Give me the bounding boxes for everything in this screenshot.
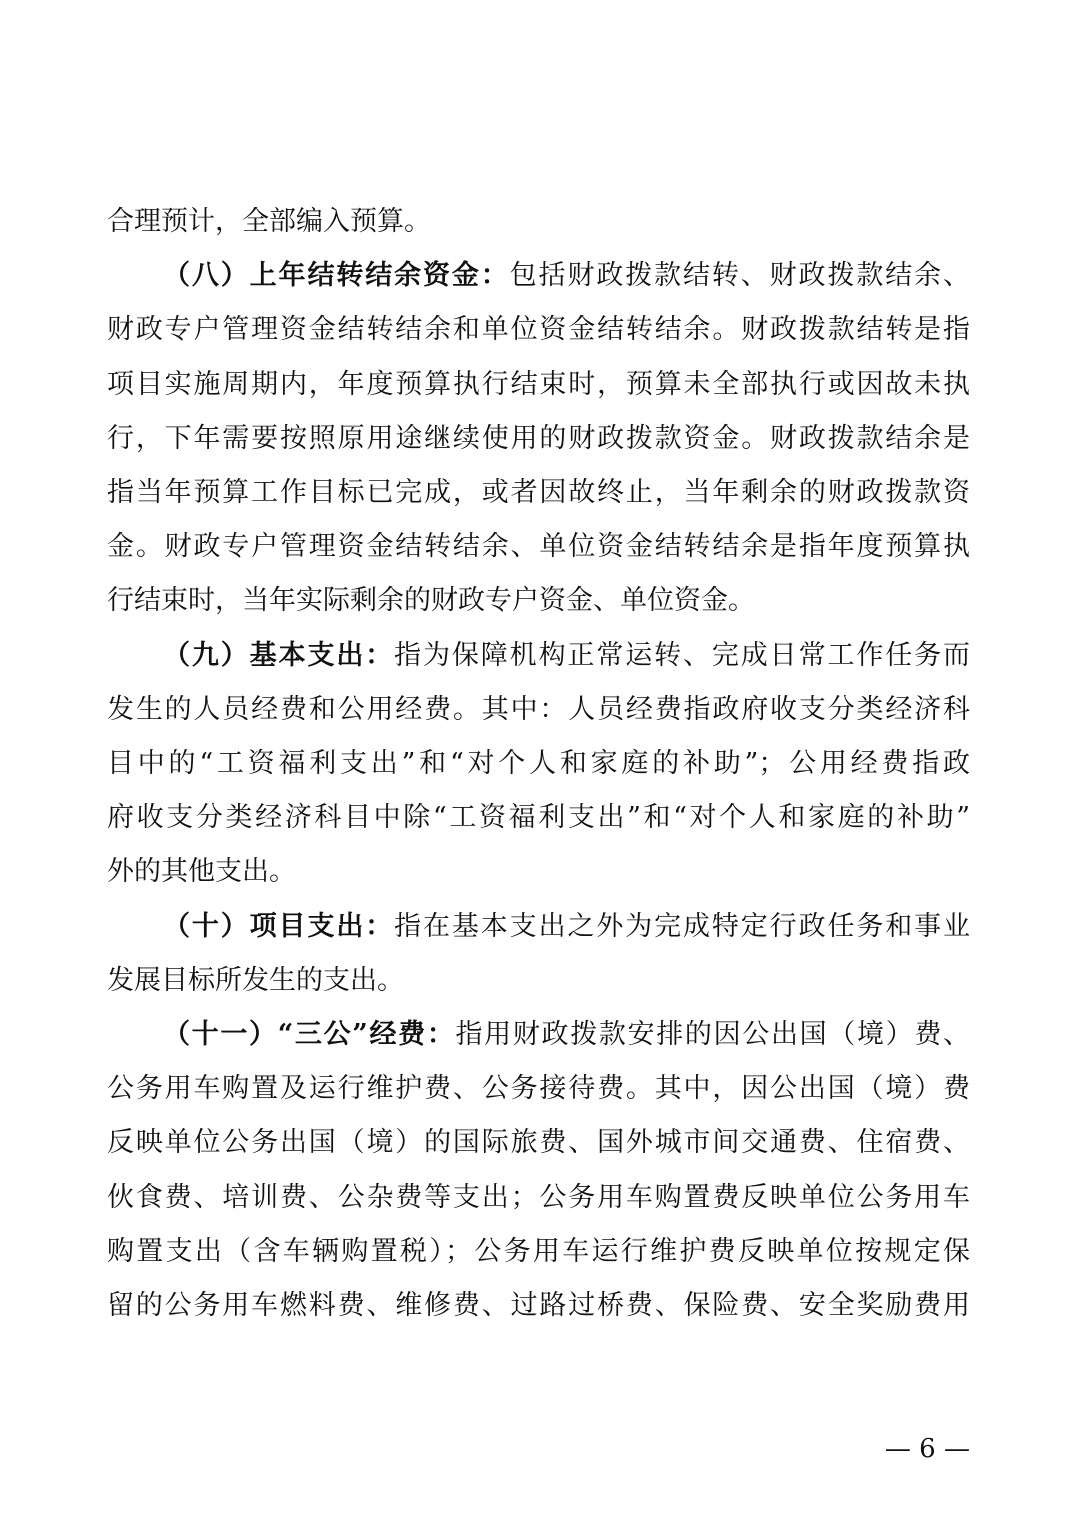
text-line	[107, 473, 970, 513]
text-line	[107, 365, 970, 405]
heading-term: （十）项目支出：	[163, 910, 395, 942]
text-line	[107, 527, 970, 567]
heading-term: （十一）“三公”经费：	[163, 1019, 456, 1050]
line-text: 发生的人员经费和公用经费。其中：人员经费指政府收支分类经济科	[107, 693, 970, 725]
line-text: 府收支分类经济科目中除“工资福利支出”和“对个人和家庭的补助”	[107, 802, 970, 834]
text-line	[107, 581, 970, 621]
line-text: 指在基本支出之外为完成特定行政任务和事业	[394, 910, 971, 942]
line-text: 反映单位公务出国（境）的国际旅费、国外城市间交通费、住宿费、	[107, 1127, 970, 1159]
line-text: 目中的“工资福利支出”和“对个人和家庭的补助”；公用经费指政	[107, 748, 970, 779]
line-text: 外的其他支出。	[107, 856, 296, 888]
line-text: 合理预计，全部编入预算。	[107, 206, 431, 237]
line-text: 公务用车购置及运行维护费、公务接待费。其中，因公出国（境）费	[107, 1073, 970, 1105]
line-text: 行结束时，当年实际剩余的财政专户资金、单位资金。	[107, 585, 755, 617]
heading-term: （九）基本支出：	[163, 639, 395, 671]
line-text: 项目实施周期内，年度预算执行结束时，预算未全部执行或因故未执	[107, 368, 970, 400]
text-line	[107, 1069, 970, 1109]
line-text: 金。财政专户管理资金结转结余、单位资金结转结余是指年度预算执	[107, 531, 970, 563]
text-line	[107, 852, 970, 892]
text-line	[107, 202, 970, 242]
text-line	[107, 1178, 970, 1218]
text-line	[107, 798, 970, 838]
heading-term: （八）上年结转结余资金：	[163, 260, 510, 292]
line-text: 指当年预算工作目标已完成，或者因故终止，当年剩余的财政拨款资	[107, 477, 970, 508]
text-line	[107, 419, 970, 459]
text-line	[107, 1232, 970, 1272]
paragraph-heading-line	[163, 1015, 970, 1055]
paragraph-heading-line	[163, 907, 970, 947]
line-text: 购置支出（含车辆购置税）；公务用车运行维护费反映单位按规定保	[107, 1235, 970, 1267]
line-text: 包括财政拨款结转、财政拨款结余、	[509, 260, 971, 292]
paragraph-heading-line	[163, 256, 970, 296]
text-line	[107, 744, 970, 784]
text-line	[107, 690, 970, 730]
page-number: — 6 —	[884, 1434, 970, 1464]
text-line	[107, 1123, 970, 1163]
text-line	[107, 1286, 970, 1326]
text-line	[107, 961, 970, 1001]
line-text: 财政专户管理资金结转结余和单位资金结转结余。财政拨款结转是指	[107, 314, 970, 346]
line-text: 指用财政拨款安排的因公出国（境）费、	[455, 1019, 970, 1050]
line-text: 行，下年需要按照原用途继续使用的财政拨款资金。财政拨款结余是	[107, 422, 970, 454]
paragraph-heading-line	[163, 636, 970, 676]
line-text: 伙食费、培训费、公杂费等支出；公务用车购置费反映单位公务用车	[107, 1181, 970, 1213]
text-line	[107, 310, 970, 350]
line-text: 留的公务用车燃料费、维修费、过路过桥费、保险费、安全奖励费用	[107, 1290, 970, 1321]
line-text: 发展目标所发生的支出。	[107, 964, 404, 996]
line-text: 指为保障机构正常运转、完成日常工作任务而	[394, 639, 971, 671]
